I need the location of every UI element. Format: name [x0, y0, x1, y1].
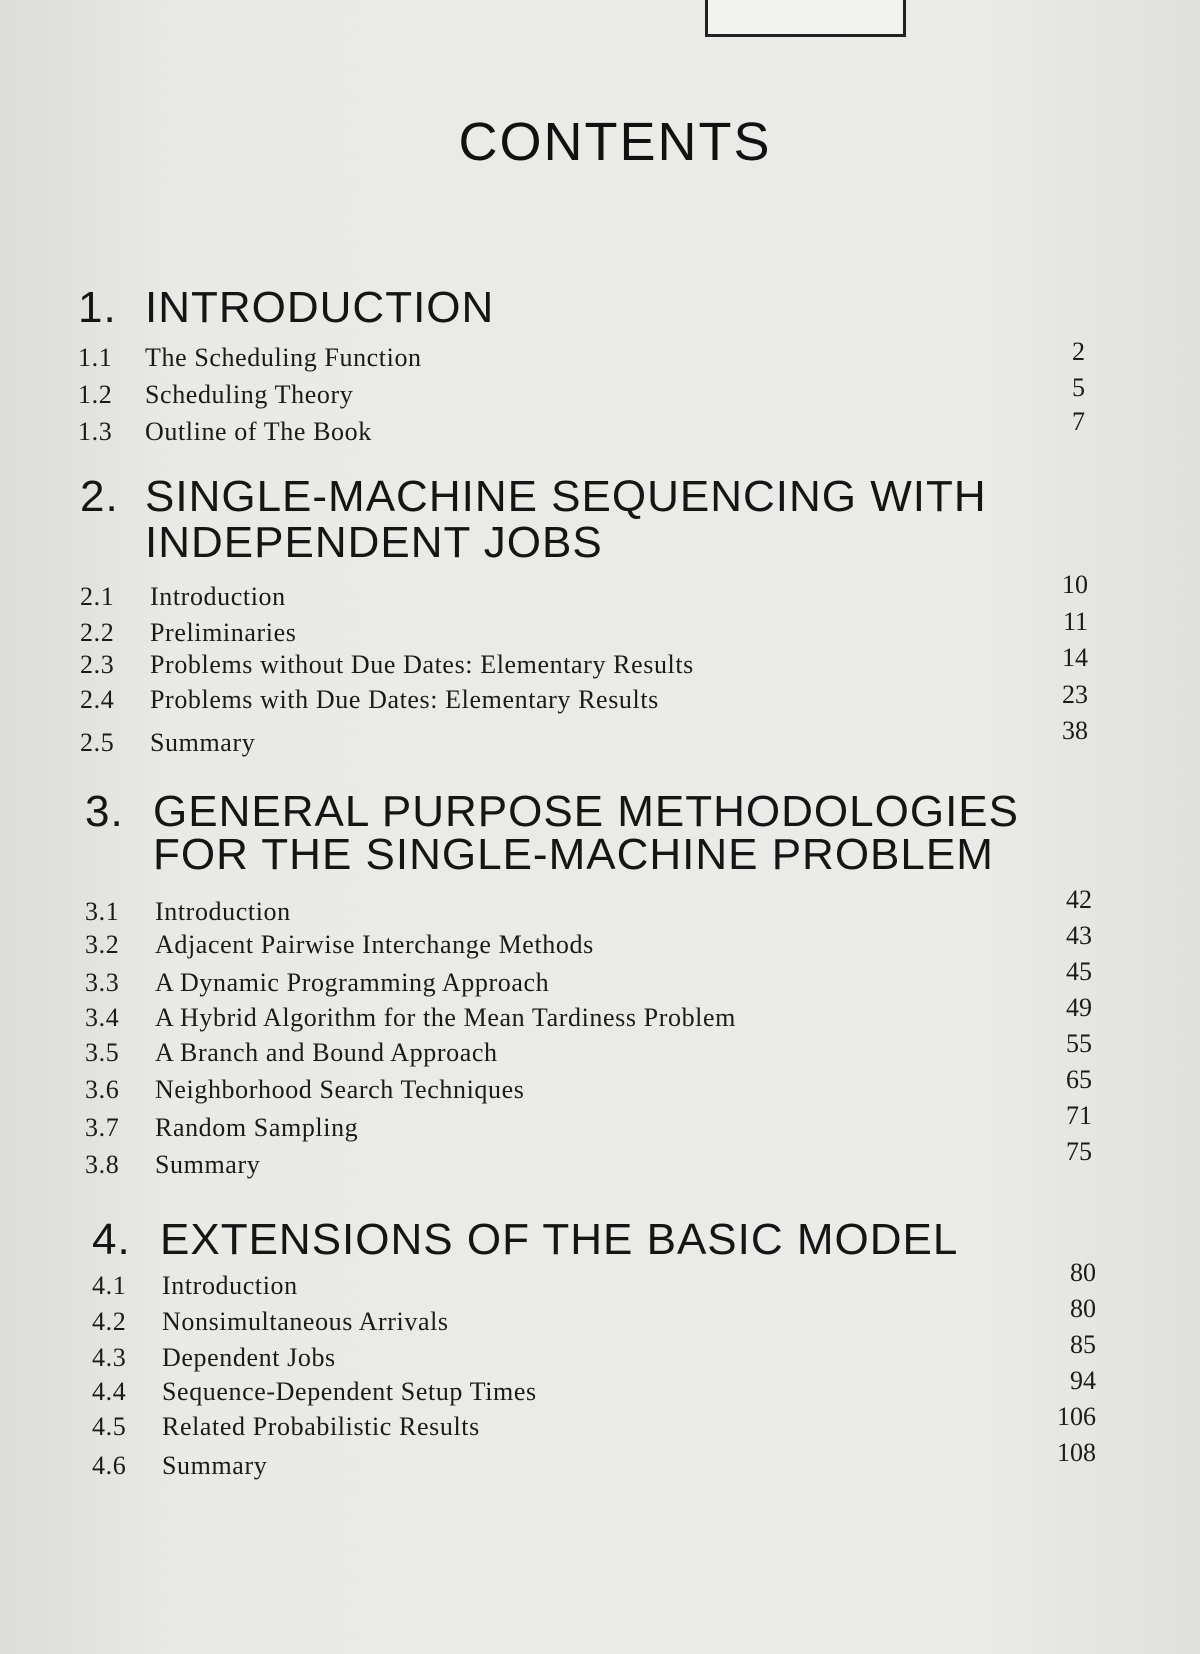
page-title: CONTENTS: [458, 112, 772, 172]
page-number: 42: [1066, 885, 1092, 914]
page-number: 49: [1066, 993, 1092, 1022]
chapter-number: 2.: [80, 472, 119, 521]
chapter-title: INTRODUCTION: [145, 283, 495, 332]
page-number: 7: [1072, 407, 1085, 436]
page-number: 80: [1070, 1258, 1096, 1287]
section-title: Summary: [155, 1150, 261, 1179]
page-number: 71: [1066, 1101, 1092, 1130]
page-number: 43: [1066, 921, 1092, 950]
section-title: A Dynamic Programming Approach: [155, 968, 550, 997]
section-number: 2.4: [80, 685, 115, 714]
section-number: 2.1: [80, 582, 115, 611]
page-number: 75: [1066, 1137, 1092, 1166]
section-title: Random Sampling: [155, 1113, 359, 1142]
page-number: 5: [1072, 373, 1085, 402]
section-title: A Hybrid Algorithm for the Mean Tardiness Problem: [155, 1003, 736, 1032]
section-number: 3.7: [85, 1113, 120, 1142]
chapter-number: 1.: [78, 283, 117, 332]
section-title: Neighborhood Search Techniques: [155, 1075, 525, 1104]
page-number: 106: [1057, 1402, 1096, 1431]
section-title: Sequence-Dependent Setup Times: [162, 1377, 537, 1406]
section-number: 2.2: [80, 618, 115, 647]
section-title: Introduction: [162, 1271, 298, 1300]
section-number: 3.4: [85, 1003, 120, 1032]
section-number: 3.5: [85, 1038, 120, 1067]
section-number: 1.1: [78, 343, 113, 372]
section-title: Dependent Jobs: [162, 1343, 336, 1372]
section-number: 1.2: [78, 380, 113, 409]
page-number: 2: [1072, 337, 1085, 366]
section-title: Outline of The Book: [145, 417, 372, 446]
page-number: 38: [1062, 716, 1088, 745]
section-number: 4.4: [92, 1377, 127, 1406]
library-stamp: [705, 0, 906, 37]
page-number: 80: [1070, 1294, 1096, 1323]
chapter-title: EXTENSIONS OF THE BASIC MODEL: [160, 1215, 959, 1264]
chapter-title: GENERAL PURPOSE METHODOLOGIES: [153, 787, 1019, 836]
section-number: 4.2: [92, 1307, 127, 1336]
section-title: Introduction: [150, 582, 286, 611]
page-number: 11: [1062, 607, 1088, 636]
section-number: 4.3: [92, 1343, 127, 1372]
section-number: 3.2: [85, 930, 120, 959]
section-number: 1.3: [78, 417, 113, 446]
section-title: Summary: [162, 1451, 268, 1480]
section-number: 4.5: [92, 1412, 127, 1441]
section-number: 3.8: [85, 1150, 120, 1179]
section-title: Nonsimultaneous Arrivals: [162, 1307, 449, 1336]
section-title: A Branch and Bound Approach: [155, 1038, 498, 1067]
page-number: 85: [1070, 1330, 1096, 1359]
section-title: The Scheduling Function: [145, 343, 422, 372]
section-title: Summary: [150, 728, 256, 757]
section-title: Problems without Due Dates: Elementary Results: [150, 650, 694, 679]
section-number: 3.3: [85, 968, 120, 997]
section-number: 4.6: [92, 1451, 127, 1480]
section-title: Adjacent Pairwise Interchange Methods: [155, 930, 594, 959]
page-number: 108: [1057, 1438, 1096, 1467]
section-number: 2.3: [80, 650, 115, 679]
section-title: Preliminaries: [150, 618, 297, 647]
chapter-title: FOR THE SINGLE-MACHINE PROBLEM: [153, 830, 994, 879]
page-number: 65: [1066, 1065, 1092, 1094]
section-number: 3.6: [85, 1075, 120, 1104]
page-number: 10: [1062, 570, 1088, 599]
section-title: Scheduling Theory: [145, 380, 354, 409]
page-number: 45: [1066, 957, 1092, 986]
section-title: Introduction: [155, 897, 291, 926]
section-title: Problems with Due Dates: Elementary Results: [150, 685, 659, 714]
chapter-number: 4.: [92, 1215, 131, 1264]
chapter-title: SINGLE-MACHINE SEQUENCING WITH: [145, 472, 987, 521]
page-number: 55: [1066, 1029, 1092, 1058]
section-number: 2.5: [80, 728, 115, 757]
chapter-title: INDEPENDENT JOBS: [145, 518, 603, 567]
page-number: 14: [1062, 643, 1088, 672]
section-number: 4.1: [92, 1271, 127, 1300]
page-number: 94: [1070, 1366, 1096, 1395]
page-number: 23: [1062, 680, 1088, 709]
section-number: 3.1: [85, 897, 120, 926]
section-title: Related Probabilistic Results: [162, 1412, 480, 1441]
chapter-number: 3.: [85, 787, 124, 836]
